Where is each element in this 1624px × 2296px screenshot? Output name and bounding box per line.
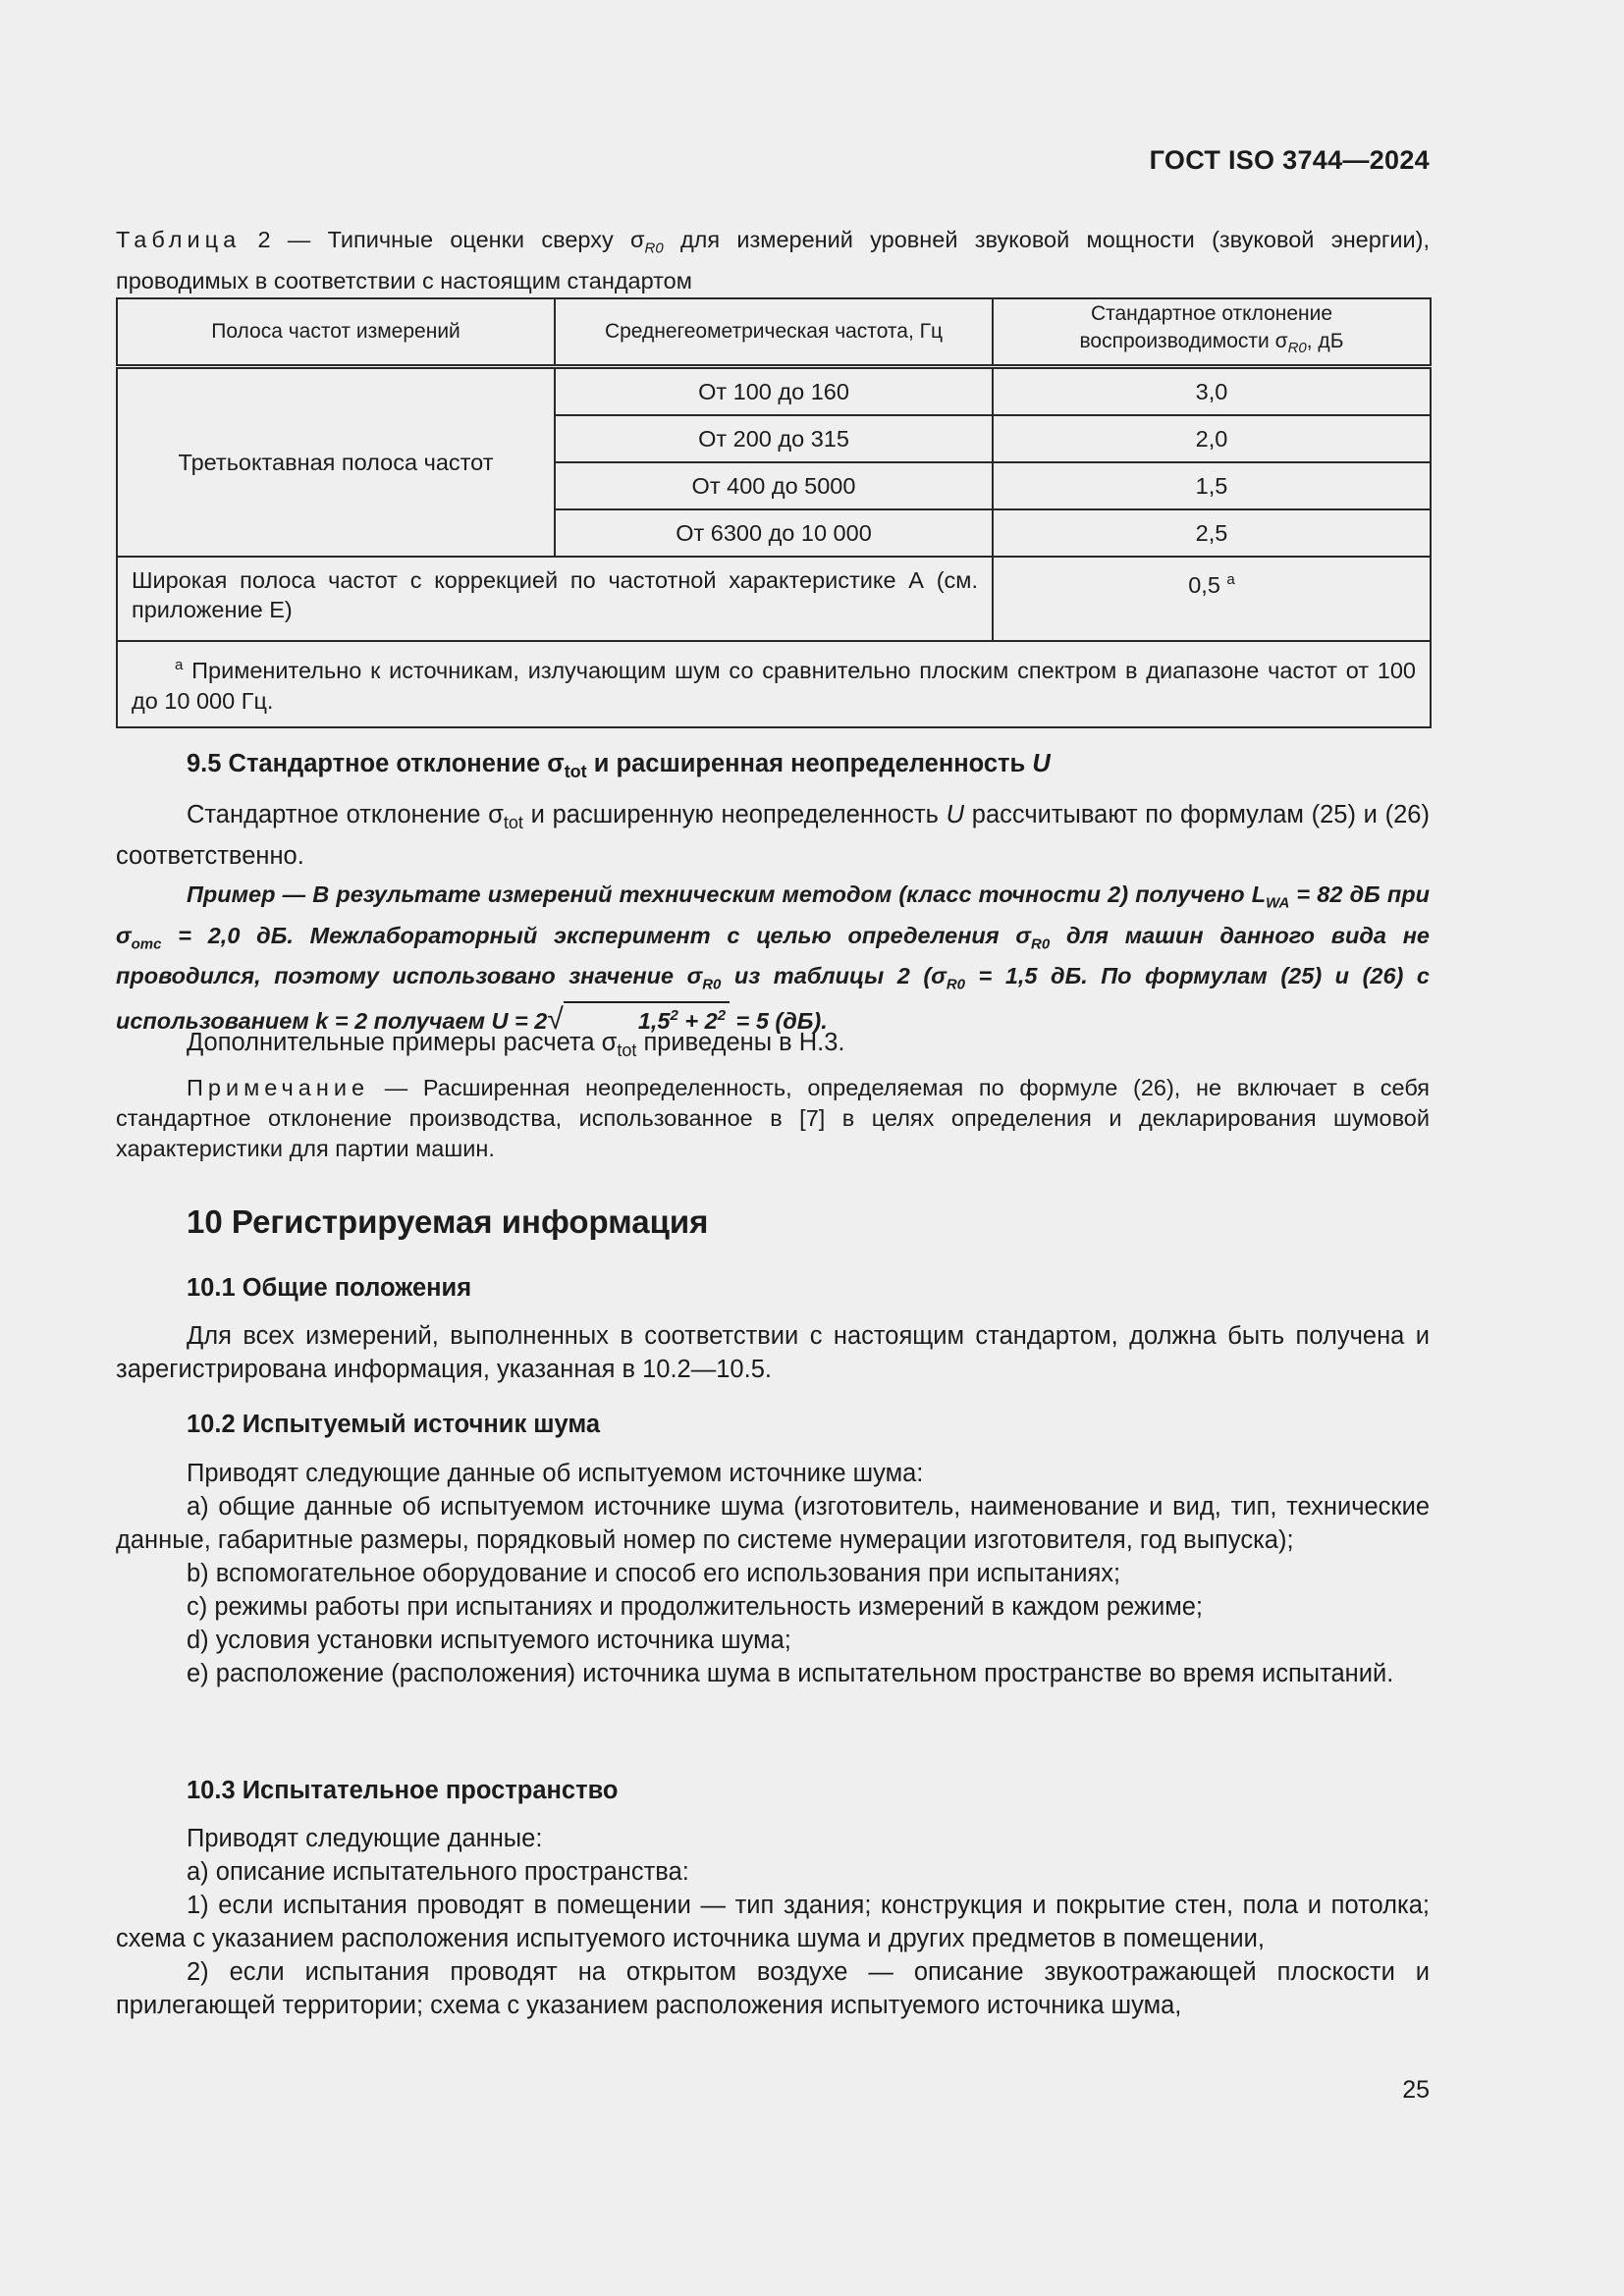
section-10-3-intro: Приводят следующие данные: [187, 1825, 543, 1852]
section-9-5-paragraph: Стандартное отклонение $\sigma_{tot}$ и расширенную неопределенность U рассчитывают по формулам (25) и (26) соответственно. [116, 801, 1430, 871]
table-header-row [117, 298, 1431, 367]
freq-cell: От 200 до 315 [555, 415, 993, 462]
standard-code: ГОСТ ISO 3744—2024 [1149, 145, 1430, 175]
freq-cell: От 400 до 5000 [555, 462, 993, 509]
table-footnote-row [117, 641, 1431, 727]
col-header-frequency: Среднегеометрическая частота, Гц [555, 298, 993, 367]
section-10-title: 10 Регистрируемая информация [187, 1203, 709, 1240]
value-cell: 2,0 [993, 415, 1431, 462]
list-item: a) общие данные об испытуемом источнике шума (изготовитель, наименование и вид, тип, технические данные, габаритные размеры, порядковый номер по системе нумерации изготовителя, год выпуска); [116, 1493, 1430, 1554]
table-caption: Таблица 2 — Типичные оценки сверху $\sigma_{R0}$ для измерений уровней звуковой мощности (звуковой энергии), проводимых в соответствии с настоящим стандартом [116, 227, 1430, 294]
note-block: Примечание — Расширенная неопределенность, определяемая по формуле (26), не включает в себя стандартное отклонение производства, использованное в [7] в целях определения и декларирования шумовой характеристики для партии машин. [116, 1075, 1430, 1161]
section-10-1-title: 10.1 Общие положения [187, 1274, 472, 1302]
value-cell: 2,5 [993, 509, 1431, 557]
section-10-3-title: 10.3 Испытательное пространство [187, 1777, 619, 1804]
table-caption-label: Таблица [116, 227, 242, 252]
sqrt-icon: √ [547, 1002, 564, 1036]
value-cell: 1,5 [993, 462, 1431, 509]
list-item: d) условия установки испытуемого источника шума; [187, 1627, 791, 1654]
col-header-band: Полоса частот измерений [117, 298, 555, 367]
table-footnote: $^a$ Применительно к источникам, излучающим шум со сравнительно плоским спектром в диапазоне частот от 100 до 10 000 Гц. [117, 641, 1431, 727]
value-cell: 3,0 [993, 367, 1431, 416]
list-item: c) режимы работы при испытаниях и продолжительность измерений в каждом режиме; [187, 1593, 1204, 1621]
table-row-wideband [117, 557, 1431, 641]
col-header-deviation: Стандартное отклонение воспроизводимости $\sigma_{R0}$, дБ [993, 298, 1431, 367]
wideband-label: Широкая полоса частот с коррекцией по частотной характеристике А (см. приложение Е) [117, 557, 993, 641]
example-block: Пример — В результате измерений техническим методом (класс точности 2) получено $L_{WA} = 82$ дБ при $\sigma_{omc} = 2,0$ дБ. Межлабораторный эксперимент с целью определения $\sigma_{R0}$ для машин данного вида не проводился, поэтому использовано значение $\sigma_{R0}$ из таблицы 2 ($\sigma_{R0} = 1,5$ дБ. По формулам (25) и (26) с использованием k = 2 получаем U = 2√ $1,5^2 + 2^2 = 5$ (дБ). [116, 881, 1430, 1036]
wideband-value: 0,5 $^a$ [993, 557, 1431, 641]
group-label: Третьоктавная полоса частот [117, 367, 555, 558]
sqrt-expression: $1,5^2 + 2^2$ [564, 1001, 730, 1034]
freq-cell: От 6300 до 10 000 [555, 509, 993, 557]
section-10-3-body [116, 1822, 1430, 2022]
table-row [117, 367, 1431, 416]
list-item: 1) если испытания проводят в помещении — тип здания; конструкция и покрытие стен, пола и потолка; схема с указанием расположения испытуемого источника шума и других предметов в помещении, [116, 1892, 1430, 1952]
section-10-2-body [116, 1457, 1430, 1690]
section-9-5-title: 9.5 Стандартное отклонение $\sigma_{tot}$ и расширенная неопределенность U [187, 750, 1051, 782]
list-item: 2) если испытания проводят на открытом воздухе — описание звукоотражающей плоскости и прилегающей территории; схема с указанием расположения испытуемого источника шума, [116, 1958, 1430, 2019]
additional-examples: Дополнительные примеры расчета $\sigma_{tot}$ приведены в Н.3. [187, 1029, 845, 1061]
list-item: b) вспомогательное оборудование и способ его использования при испытаниях; [187, 1560, 1121, 1587]
list-item: a) описание испытательного пространства: [187, 1858, 689, 1886]
section-10-1-paragraph: Для всех измерений, выполненных в соответствии с настоящим стандартом, должна быть получена и зарегистрирована информация, указанная в 10.2—10.5. [116, 1322, 1430, 1383]
table-2 [116, 297, 1432, 728]
list-item: e) расположение (расположения) источника шума в испытательном пространстве во время испытаний. [187, 1660, 1394, 1687]
section-10-2-intro: Приводят следующие данные об испытуемом источнике шума: [187, 1460, 924, 1487]
freq-cell: От 100 до 160 [555, 367, 993, 416]
section-10-2-title: 10.2 Испытуемый источник шума [187, 1411, 601, 1438]
page-number: 25 [1402, 2076, 1430, 2104]
